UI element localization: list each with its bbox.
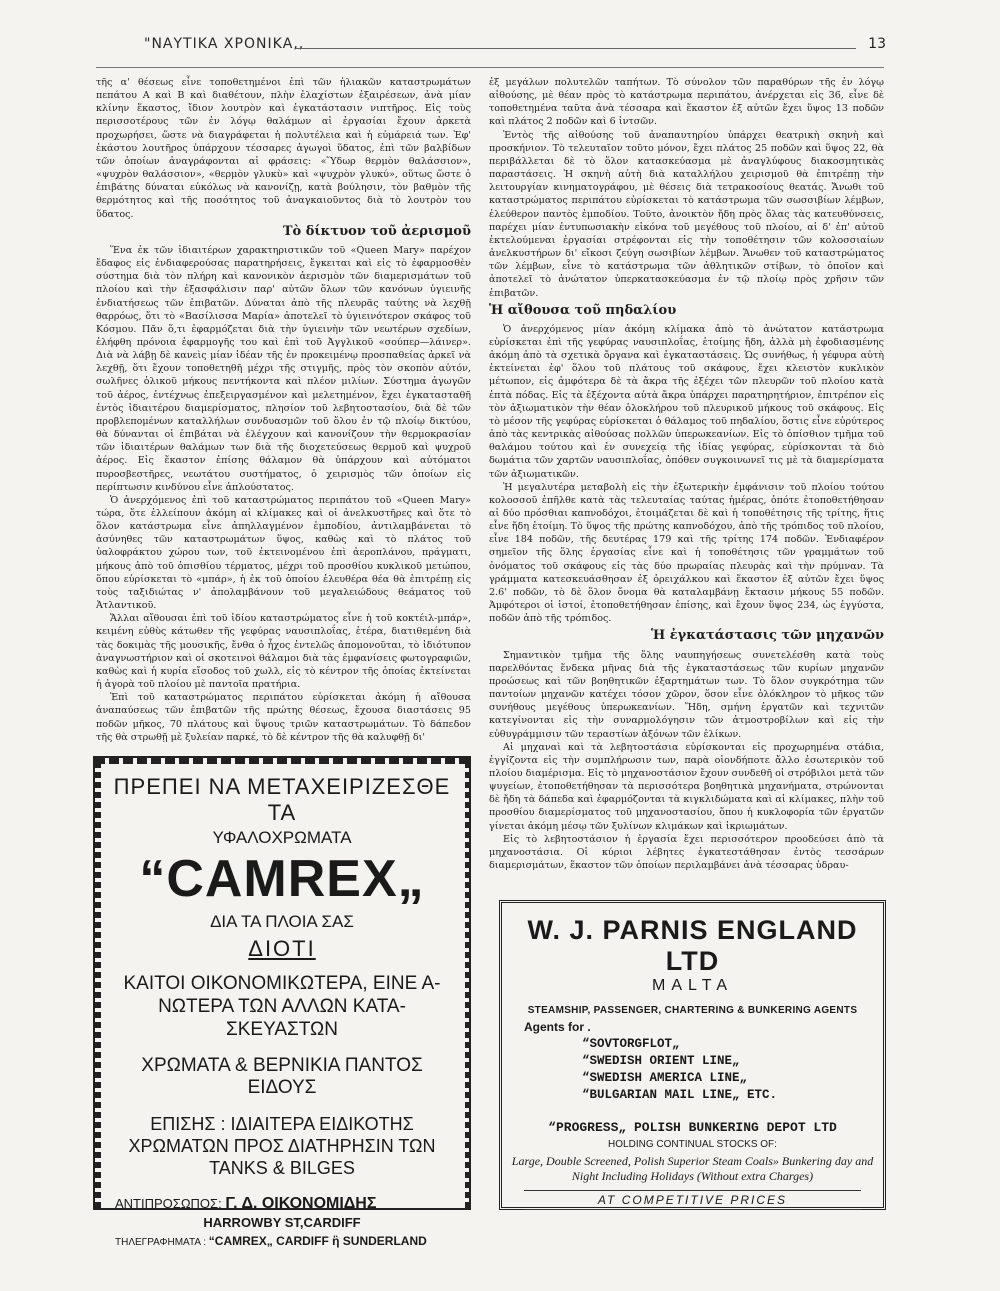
parnis-holding: HOLDING CONTINUAL STOCKS OF: <box>608 1139 777 1150</box>
camrex-claim: ΚΑΙΤΟΙ ΟΙΚΟΝΟΜΙΚΩΤΕΡΑ, ΕΙΝΕ Α-ΝΩΤΕΡΑ ΤΩΝ ΑΛΛΩΝ ΚΑΤΑ-ΣΚΕΥΑΣΤΩΝ <box>123 973 441 1040</box>
parnis-city: MALTA <box>652 977 733 994</box>
camrex-agent-label: ΑΝΤΙΠΡΟΣΩΠΟΣ: <box>115 1196 222 1211</box>
camrex-because: ΔΙΟΤΙ <box>248 936 316 961</box>
camrex-specialty: ΕΠΙΣΗΣ : ΙΔΙΑΙΤΕΡΑ ΕΙΔΙΚΟΤΗΣ ΧΡΩΜΑΤΩΝ ΠΡΟΣ ΔΙΑΤΗΡΗΣΙΝ ΤΩΝ TANKS & BILGES <box>128 1114 436 1178</box>
right-paragraph: Σημαντικὸν τμῆμα τῆς ὅλης ναυπηγήσεως συνετελέσθη κατὰ τοὺς παρελθόντας ἕνδεκα μῆνας διὰ τῆς ἐγκαταστάσεως τῶν κυρίων μηχανῶν προώσεως καὶ τῶν βοηθητικῶν ἐξαρτημάτων των. Τὸ ὅλον συγκρότημα τῶν παντοίων μηχανῶν κατέχει τόσον χῶρον, ὅσον εἶνε ὁλόκληρον τὸ μῆκος τῶν συνήθους μεγέθους ὑπερωκεανίων. Ἤδη, σμήνη ἐργατῶν καὶ τεχνιτῶν κατεγίνονται εἰς τὴν συναρμολόγησιν τῶν ἀτμοστροβίλων καὶ εἰς τὴν εὐθυγράμμισιν τῶν τεραστίων ἀξόνων τῶν ἑλίκων. <box>489 649 884 740</box>
parnis-prices: AT COMPETITIVE PRICES <box>524 1190 861 1210</box>
left-paragraph: τῆς α' θέσεως εἶνε τοποθετημένοι ἐπὶ τῶν ἡλιακῶν καταστρωμάτων πεπάτου Α καὶ Β καὶ διαθέτουν, πλὴν ἐλαχίστων ἐξαιρέσεων, ἀνὰ μίαν κλίνην ἕκαστος, ἴδιον λουτρὸν καὶ ἐγκατάστασιν νιπτῆρος. Εἰς τοὺς περισσοτέρους τῶν ἐν λόγῳ θαλάμων αἱ ἐργασίαι ἔχουν ἀρκετὰ προχωρήσει, ὥστε νὰ διαγράφεται ἡ πολυτέλεια καὶ ἡ εὐμάρειά των. Ἐφ' ἑκάστου λουτῆρος ὑπάρχουν τέσσαρες ἀγωγοὶ ὕδατος, ἐπὶ τῶν βαλβίδων τῶν ὁποίων ἀναγράφονται αἱ φράσεις: «Ὕδωρ θερμὸν θαλάσσιον», «ψυχρὸν θαλάσσιον», «θερμὸν γλυκὺ» καὶ «ψυχρὸν γλυκύ», οὕτως ὥστε ὁ ἐπιβάτης δύναται εὐκόλως νὰ κανονίζῃ, κατὰ βούλησιν, τὸν βαθμὸν τῆς θερμότητος καὶ τῆς ποσότητος τοῦ ἀναγκαιοῦντος διὰ τὸ λουτρὸν του ὕδατος. <box>96 77 471 220</box>
list-item: “SWEDISH AMERICA LINE„ <box>582 1071 748 1085</box>
parnis-advertisement <box>499 900 886 1210</box>
right-paragraph: ἐξ μεγάλων πολυτελῶν ταπήτων. Τὸ σύνολον τῶν παραθύρων τῆς ἐν λόγῳ αἰθούσης, μὲ θέαν πρὸς τὸ κατάστρωμα περιπάτου, ἀνέρχεται εἰς 36, εἶνε δὲ τοποθετημένα ταῦτα ἀνὰ τέσσαρα καὶ ἕκαστον ἐξ αὐτῶν ἔχει ὕψος 13 ποδῶν καὶ πλάτος 2 ποδῶν καὶ 6 ἰντσῶν. <box>489 77 884 128</box>
parnis-depot: “PROGRESS„ POLISH BUNKERING DEPOT LTD <box>548 1120 837 1135</box>
camrex-telegram-label: ΤΗΛΕΓΡΑΦΗΜΑΤΑ : <box>115 1237 206 1248</box>
camrex-brand: “CAMREX„ <box>139 850 425 908</box>
publication-title: "ΝΑΥΤΙΚΑ ΧΡΟΝΙΚΑ,, <box>144 36 305 52</box>
section-heading-engines: Ἡ ἐγκατάστασις τῶν μηχανῶν <box>651 628 884 644</box>
left-paragraph: Ἄλλαι αἴθουσαι ἐπὶ τοῦ ἰδίου καταστρώματος εἶνε ἡ τοῦ κοκτέιλ-μπάρ», κειμένη εὐθὺς κάτωθεν τῆς γεφύρας ναυσιπλοΐας, ἑτέρα, διατιθεμένη διὰ τὰς δοκιμὰς τῆς μουσικῆς, ἔνθα ὁ ἦχος ἐντελῶς ἀπομονοῦται, τὸ ἰδιότυπον ἀναγνωστήριον καὶ οἱ σκοτεινοὶ θάλαμοι διὰ τὰς ἐμφανίσεις φωτογραφιῶν, καθὼς καὶ ἡ κυρία εἴσοδος τοῦ χωλλ, εἰς τὸ κέντρον τῆς ὁποίας ἐκτείνεται ἡ ἀγορὰ τοῦ πλοίου μὲ παντοῖα πρατήρια. <box>96 613 471 691</box>
parnis-agents-label: Agents for . <box>524 1020 591 1034</box>
right-column <box>489 76 884 872</box>
left-paragraph: Ἐπὶ τοῦ καταστρώματος περιπάτου εὑρίσκεται ἀκόμη ἡ αἴθουσα ἀναπαύσεως τῶν ἐπιβατῶν τῆς πρώτης θέσεως, ἔχουσα διαστάσεις 95 ποδῶν μῆκος, 70 πλάτους καὶ ὕψους τριῶν καταστρωμάτων. Τὸ δάπεδον τῆς θὰ στρωθῇ μὲ ξυλείαν παρκέ, τὸ δὲ κέντρον τῆς θὰ καλυφθῇ δι' <box>96 692 471 743</box>
left-column <box>96 76 471 744</box>
right-paragraph: Αἱ μηχαναὶ καὶ τὰ λεβητοστάσια εὑρίσκονται εἰς προχωρημένα στάδια, ἐγγίζοντα εἰς τὴν συμπλήρωσιν των, παρὰ οἱονδήποτε ἄλλο ἐσωτερικὸν τοῦ πλοίου διαμέρισμα. Εἰς τὸ μηχανοστάσιον ἔχουν συνδεθῆ οἱ στρόβιλοι μετὰ τῶν ψυγείων, ἐτοποθετήθησαν τὰ περισσότερα βοηθητικὰ μηχανήματα, στρώνονται δὲ ἤδη τὰ δάπεδα καὶ ἐφαρμόζονται τὰ κιγκλιδώματα καὶ αἱ κλίμακες, πλὴν τοῦ προσθίου διαμερίσματος τοῦ μηχανοστασίου, ὅπου ἡ κυκλοφορία τῶν ἐργατῶν γίνεται ἀκόμη μέσῳ τῶν ξυλίνων κλιμάκων καὶ ἱκριωμάτων. <box>489 741 884 832</box>
camrex-advertisement <box>93 756 471 1248</box>
left-paragraph: Ἕνα ἐκ τῶν ἰδιαιτέρων χαρακτηριστικῶν τοῦ «Queen Mary» παρέχον ἔδαφος εἰς ἐνδιαφερούσας παρατηρήσεις, ἔγκειται καὶ εἰς τὸ ἐφαρμοσθὲν σύστημα διὰ τὸν πλήρη καὶ κανονικὸν ἀερισμὸν τῶν διαμερισμάτων τοῦ πλοίου καὶ τὴν ἐξασφάλισιν παρ' αὐτῶν ὅλων τῶν κανόνων ὑγιεινῆς ἐνδιατήσεως τῶν ἐπιβατῶν. Δύναται ἀπὸ τῆς πλευρᾶς ταύτης νὰ λεχθῇ θαρρόως, ὅτι τὸ «Βασίλισσα Μαρία» ἀποτελεῖ τὸ ὑγιεινότερον σκάφος τοῦ Κόσμου. Πᾶν ὅ,τι ἐφαρμόζεται διὰ τὴν ὑγιεινὴν τῶν νεωτέρων σχεδίων, ἐλήφθη πρόνοια ἐφαρμογῆς του καὶ ἐπὶ τοῦ Ἀγγλικοῦ «σούπερ—λάινερ». Διὰ νὰ λάβῃ δὲ κανεὶς μίαν ἰδέαν τῆς ἐν προκειμένῳ προσπαθείας ἀρκεῖ νὰ λεχθῇ, ὅτι ἔχουν τοποθετηθῆ μέχρι τῆς στιγμῆς, πρὸς τὸν σκοπὸν αὐτόν, σωλῆνες ὁλικοῦ μήκους πεντήκοντα καὶ πλέον μιλίων. Σύστημα ἀγωγῶν τοῦ ἀέρος, ἐντέχνως ἐπεξειργασμένον καὶ μελετημένον, ἔχει ἐγκατασταθῆ ἐντὸς ἰδιαιτέρου διαμερίσματος, πλησίον τοῦ λεβητοστασίου, διὰ δὲ τῶν προβλεπομένων καταλλήλων συνδυασμῶν τοῦ ὅλου ἐν τῷ πλοίῳ δικτύου, θὰ δύνανται οἱ ἐπιβάται νὰ ἐλέγχουν καὶ κανονίζουν τὴν θερμοκρασίαν τῶν ἰδιαιτέρων θαλάμων των διὰ τῆς διοχετεύσεως θερμοῦ καὶ ψυχροῦ ἀέρος. Εἰς ἕκαστον ἐπίσης θάλαμον θὰ ὑπάρχουν καὶ αὐτόματοι πυροσβεστῆρες, νεωτάτου συστήματος, ὁ χειρισμὸς τῶν ὁποίων εἰς περίπτωσιν κινδύνου εἶνε ἁπλούστατος. <box>96 244 471 493</box>
parnis-company-name: W. J. PARNIS ENGLAND LTD <box>527 915 858 976</box>
section-heading-wheelhouse: Ἡ αἴθουσα τοῦ πηδαλίου <box>489 302 677 318</box>
camrex-agent-name: Γ. Δ. ΟΙΚΟΝΟΜΙΔΗΣ <box>225 1195 377 1212</box>
section-heading-ventilation: Τὸ δίκτυον τοῦ ἀερισμοῦ <box>282 223 471 239</box>
list-item: “SWEDISH ORIENT LINE„ <box>582 1054 740 1068</box>
list-item: “SOVTORGFLOT„ <box>582 1037 680 1051</box>
camrex-telegram <box>107 1234 457 1248</box>
parnis-services: STEAMSHIP, PASSENGER, CHARTERING & BUNKERING AGENTS <box>527 1005 858 1016</box>
parnis-agency-list <box>502 1036 883 1104</box>
camrex-agent <box>107 1195 457 1213</box>
page-number: 13 <box>868 36 886 52</box>
camrex-subheadline: ΥΦΑΛΟΧΡΩΜΑΤΑ <box>212 828 352 847</box>
right-paragraph: Ἡ μεγαλυτέρα μεταβολὴ εἰς τὴν ἐξωτερικὴν ἐμφάνισιν τοῦ πλοίου τούτου κολοσσοῦ ἐπῆλθε κατὰ τὰς τελευταίας ταύτας ἡμέρας, ὁπότε ἐτοποθετήθησαν αἱ δύο πρόσθιαι καπνοδόχοι, ἑτοιμάζεται δὲ καὶ ἡ τοποθέτησις τῆς τρίτης, ἥτις εἶνε ἤδη ἑτοίμη. Τὸ ὕψος τῆς πρώτης καπνοδόχου, ἀπὸ τῆς τρόπιδος τοῦ πλοίου, εἶνε 184 ποδῶν, τῆς δευτέρας 179 καὶ τῆς τρίτης 174 ποδῶν. Ἐνδιαφέρον σημεῖον τῆς ὅλης ἐργασίας εἶνε καὶ ἡ τοποθέτησις τῶν γραμμάτων τοῦ ὀνόματος τοῦ σκάφους εἰς τὰς δύο πρωραίας πλευρὰς καὶ τὴν πρύμναν. Τὰ γράμματα κατεσκευάσθησαν ἐξ ὀρειχάλκου καὶ ἕκαστον ἐξ αὐτῶν ἔχει ὕψος 2.6' ποδῶν, τὸ δὲ ὅλον ὄνομα θὰ καταλαμβάνῃ ἔκτασιν μήκους 55 ποδῶν. Ἀμφότεροι οἱ ἱστοί, ἐτοποθετήθησαν ἐπίσης, καὶ ἔχουν ὕψος 234, ὡς ἐγγύστα, ποδῶν ἀπὸ τῆς τρόπιδος. <box>489 481 884 625</box>
camrex-telegram-address: “CAMREX„ CARDIFF ἢ SUNDERLAND <box>208 1234 427 1248</box>
camrex-address: HARROWBY ST,CARDIFF <box>203 1215 361 1230</box>
page-header <box>96 36 886 66</box>
camrex-products: ΧΡΩΜΑΤΑ & ΒΕΡΝΙΚΙΑ ΠΑΝΤΟΣ ΕΙΔΟΥΣ <box>141 1055 423 1098</box>
left-paragraph: Ὁ ἀνερχόμενος ἐπὶ τοῦ καταστρώματος περιπάτου τοῦ «Queen Mary» τώρα, ὅτε ἐλλείπουν ἀκόμη αἱ κλίμακες καὶ οἱ ἀνελκυστῆρες καὶ ὅτε τὸ ὅλον κατάστρωμα εἶνε ἀπηλλαγμένον ἐμποδίου, ἀντιλαμβάνεται τὸ ἀσύνηθες τῶν καταστρωμάτων ὕψος, καθὼς καὶ τὸ πλάτος τοῦ ὑαλοφράκτου χώρου των, τοῦ ἐκτεινομένου ἐπὶ ἀεροπλάνου, πράγματι, μήκους ἀπὸ τοῦ ὀπισθίου τέρματος, μέχρι τοῦ προσθίου κυκλικοῦ μετώπου, ὅπου εὑρίσκεται τὸ «μπάρ», ἡ ἐκ τοῦ ὁποίου ἐλευθέρα θέα θὰ ἐπιτρέπῃ εἰς τοὺς ταξιδιώτας ν' ἀπολαμβάνουν τοῦ μεγαλειώδους θεάματος τοῦ Ἀτλαντικοῦ. <box>96 494 471 612</box>
right-paragraph: Ἐντὸς τῆς αἰθούσης τοῦ ἀναπαυτηρίου ὑπάρχει θεατρικὴ σκηνὴ καὶ προσκήνιον. Τὸ τελευταῖον τοῦτο μόνον, ἔχει πλάτος 25 ποδῶν καὶ ὕψος 22, θὰ περιβάλλεται δὲ τὸ ὅλον κατασκεύασμα μὲ ἀναγλύφους διακοσμητικὰς παραστάσεις. Ἡ σκηνὴ αὐτὴ διὰ καταλλήλου χειρισμοῦ θὰ ἐπιτρέπῃ τὴν λειτουργίαν κινηματογράφου, μὲ θέσεις διὰ τετρακοσίους θεατάς. Ἄνωθι τοῦ καταστρώματος περιπάτου εὑρίσκεται τὸ κατάστρωμα τῶν σωσσιβίων λέμβων, ἐλεύθερον παντὸς ἐμποδίου. Τοῦτο, ἀνοικτὸν ἤδη πρὸς ὅλας τὰς κατευθύνσεις, παρέχει μίαν ἐντυπωσιακὴν εἰκόνα τοῦ μεγέθους τοῦ πλοίου, αἱ δ' ἐπ' αὐτοῦ ἐκτελούμεναι ἐργασίαι στρέφονται εἰς τὴν τοποθέτησιν τῶν κολοσσιαίων ἀνελκυστήρων δι' εἴκοσι ζεύγη σωσιβίων λέμβων. Ἄνωθεν τοῦ καταστρώματος τῶν λέμβων, εἶνε τὸ κατάστρωμα τῶν ἀθλητικῶν στίβων, τὸ ὁποῖον καὶ ἀποτελεῖ τὸ ἀνώτατον ὑπερκατασκεύασμα ἐν τῷ πλοίῳ πρὸς χρῆσιν τῶν ἐπιβατῶν. <box>489 129 884 299</box>
camrex-for-ships: ΔΙΑ ΤΑ ΠΛΟΙΑ ΣΑΣ <box>210 912 354 931</box>
right-paragraph: Ὁ ἀνερχόμενος μίαν ἀκόμη κλίμακα ἀπὸ τὸ ἀνώτατον κατάστρωμα εὑρίσκεται ἐπὶ τῆς γεφύρας ναυσιπλοΐας, ἑτοίμης ἤδη, ἀλλὰ μὴ ἐφοδιασμένης ἀκόμη ἀπὸ τὰ σχετικὰ ὄργανα καὶ ἐγκαταστάσεις. Ὡς συνήθως, ἡ γέφυρα αὐτὴ ἐκτείνεται ἐφ' ὅλου τοῦ πλάτους τοῦ σκάφους, ἔχει κλειστὸν κυκλικὸν μέτωπον, εἰς ἀμφότερα δὲ τὰ ἄκρα τῆς ἐξέχει τῶν πλευρῶν τοῦ πλοίου κατὰ ἑπτὰ πόδας. Εἰς τὰ ἐξέχοντα αὐτὰ ἄκρα ὑπάρχει παρατηρητήριον, ἐπιτρέπον εἰς τὸν ἀξιωματικὸν τὴν θέαν ὁλοκλήρου τοῦ πλευρικοῦ μήκους τοῦ σκάφους. Εἰς τὸ μέσον τῆς γεφύρας εὑρίσκεται ὁ θάλαμος τοῦ πηδαλίου, ὅστις εἶνε εὐρύτερος ἀπὸ τὰς κεντρικὰς αἰθούσας πολλῶν ὑπερωκεανίων. Εἰς τὸ ὀπίσθιον τμῆμα τοῦ θαλάμου τούτου καὶ ἐν συνεχείᾳ τῆς ἰδίας γεφύρας, εὑρίσκονται τὰ διὸ δωμάτια τῶν χαρτῶν ναυσιπλοΐας, ὁπόθεν συγκοινωνεῖ τις μὲ τὰ διαμερίσματα τῶν ἀξιωματικῶν. <box>489 323 884 480</box>
parnis-coals: Large, Double Screened, Polish Superior Steam Coals» Bunkering day and Night Including Holidays (Without extra Charges) <box>511 1154 874 1183</box>
camrex-headline: ΠΡΕΠΕΙ ΝΑ ΜΕΤΑΧΕΙΡΙΖΕΣΘΕ ΤΑ <box>113 774 451 825</box>
list-item: “BULGARIAN MAIL LINE„ ETC. <box>582 1088 778 1102</box>
header-underline <box>96 67 884 68</box>
header-rule <box>296 48 856 49</box>
right-paragraph: Εἰς τὸ λεβητοστάσιον ἡ ἐργασία ἔχει περισσότερον προοδεύσει ἀπὸ τὰ μηχανοστάσια. Οἱ κύριοι λέβητες ἐγκατεστάθησαν ἐντὸς τεσσάρων διαμερισμάτων, ἕκαστον τῶν ὁποίων περιλαμβάνει ἀνὰ τέσσαρας ὑδραυ- <box>489 833 884 872</box>
